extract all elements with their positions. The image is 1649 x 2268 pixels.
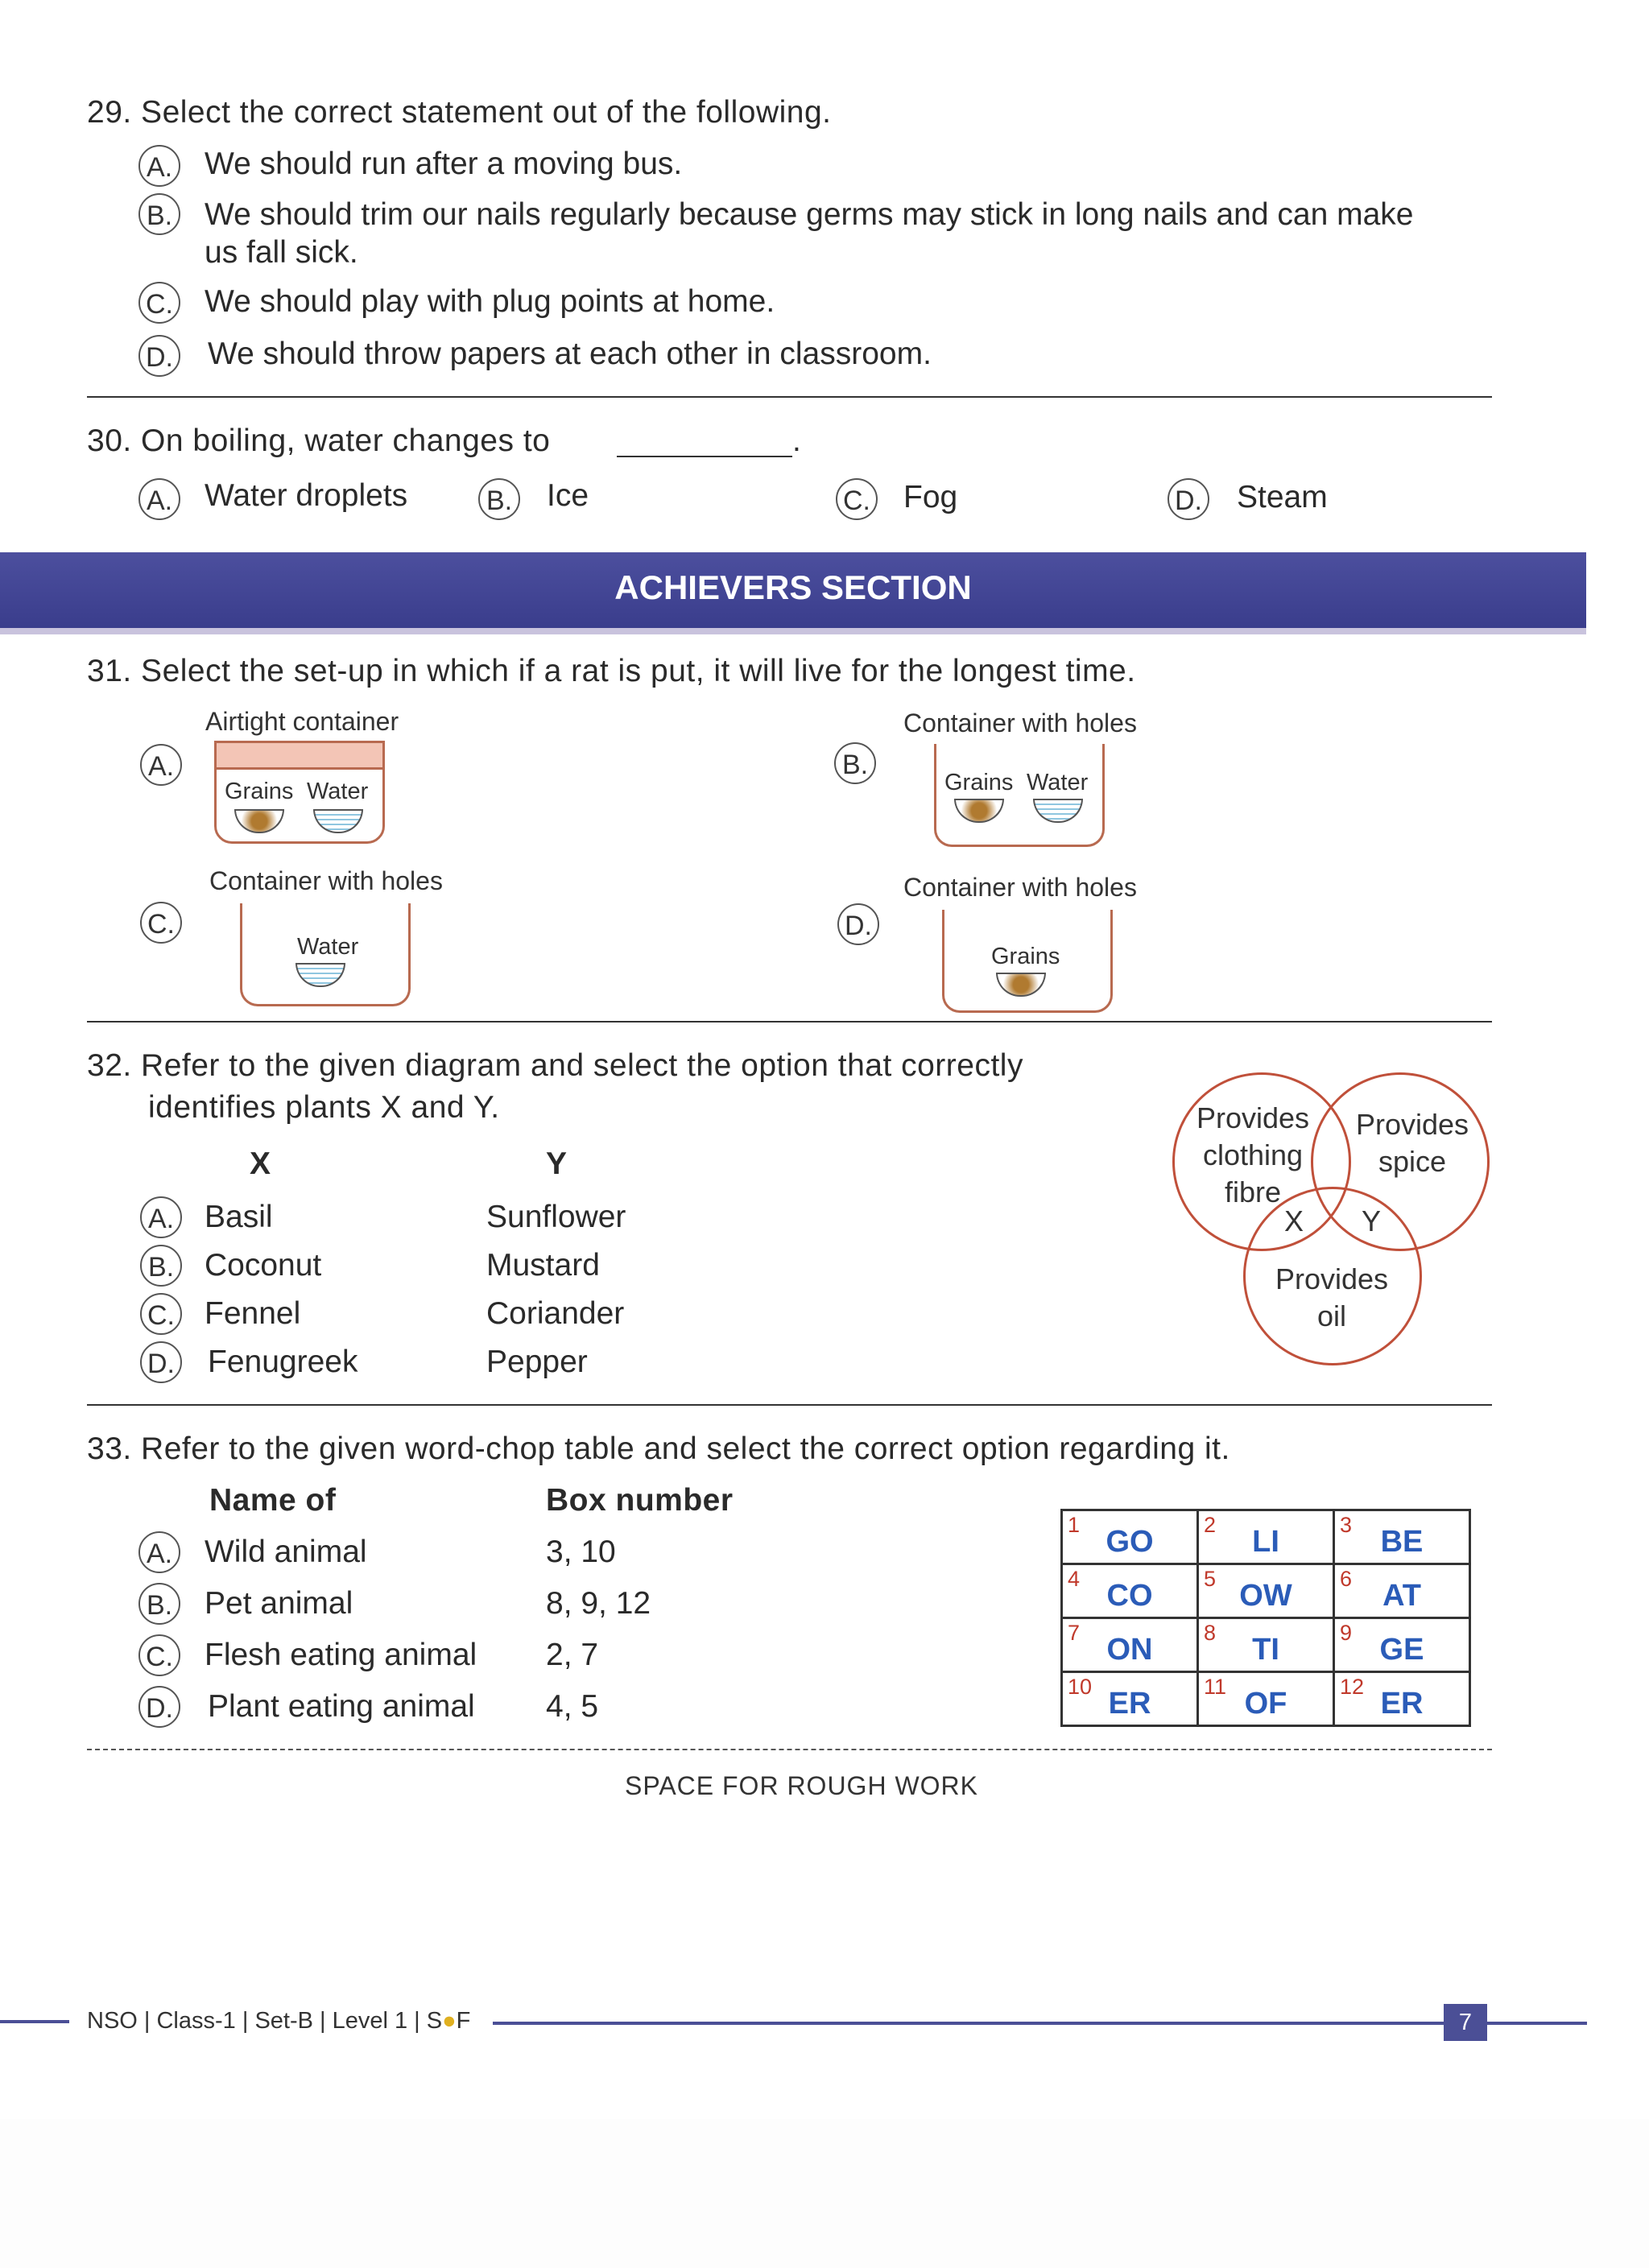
q29-option-c-marker[interactable]: C.	[138, 282, 180, 324]
q29-stem: 29. Select the correct statement out of the following.	[87, 95, 832, 130]
container-lid	[217, 743, 382, 770]
cell-word: BE	[1380, 1525, 1424, 1559]
venn-fibre-label	[1180, 1100, 1325, 1211]
footer-logo-tail: F	[456, 2008, 471, 2034]
section-banner: ACHIEVERS SECTION	[0, 552, 1586, 628]
venn-oil-label	[1259, 1261, 1404, 1335]
q30-option-a-marker[interactable]: A.	[138, 478, 180, 520]
airtight-container	[214, 741, 385, 844]
venn-spice-label	[1340, 1106, 1485, 1180]
word-chop-cell	[1198, 1564, 1334, 1618]
venn-x-label: X	[1283, 1204, 1304, 1237]
cell-number: 7	[1068, 1621, 1081, 1645]
q31-option-d-marker[interactable]: D.	[837, 903, 879, 945]
grains-label: Grains	[991, 944, 1060, 969]
q32-d-x: Fenugreek	[208, 1345, 358, 1379]
q33-option-b-marker[interactable]: B.	[138, 1583, 180, 1625]
venn-oil-line1: Provides	[1275, 1262, 1389, 1295]
grains-label: Grains	[944, 770, 1014, 795]
q33-option-c-marker[interactable]: C.	[138, 1634, 180, 1676]
word-chop-cell	[1198, 1510, 1334, 1564]
q33-col-name: Name of	[209, 1483, 337, 1518]
footer-label: NSO | Class-1 | Set-B | Level 1 | S	[87, 2008, 443, 2034]
q31-stem: 31. Select the set-up in which if a rat is put, it will live for the longest time.	[87, 654, 1136, 688]
q29-option-d-text: We should throw papers at each other in classroom.	[208, 337, 932, 371]
q29-option-b-text: We should trim our nails regularly because germs may stick in long nails and can make	[205, 197, 1414, 232]
cell-word: GO	[1106, 1525, 1154, 1559]
q33-a-name: Wild animal	[205, 1535, 367, 1569]
q32-stem-line2: identifies plants X and Y.	[148, 1090, 500, 1125]
divider	[87, 1021, 1492, 1022]
q32-a-y: Sunflower	[486, 1200, 626, 1234]
q29-option-a-text: We should run after a moving bus.	[205, 147, 683, 181]
q33-b-name: Pet animal	[205, 1586, 353, 1621]
cell-word: LI	[1252, 1525, 1279, 1559]
water-label: Water	[297, 934, 359, 960]
word-chop-cell	[1062, 1564, 1198, 1618]
venn-fibre-line1: Provides	[1196, 1101, 1310, 1134]
q33-a-box: 3, 10	[546, 1535, 616, 1569]
q31-b-caption: Container with holes	[903, 708, 1137, 737]
cell-number: 3	[1340, 1513, 1353, 1537]
cell-number: 2	[1204, 1513, 1217, 1537]
cell-word: ON	[1106, 1633, 1153, 1667]
cell-word: ER	[1108, 1687, 1151, 1721]
q29-option-c-text: We should play with plug points at home.	[205, 284, 775, 319]
water-label: Water	[1027, 770, 1089, 795]
cell-word: TI	[1252, 1633, 1279, 1667]
footer-line-end	[1487, 2022, 1587, 2025]
word-chop-cell	[1334, 1510, 1470, 1564]
venn-spice-line2: spice	[1378, 1145, 1447, 1178]
q31-option-c-marker[interactable]: C.	[140, 902, 182, 944]
cell-word: GE	[1379, 1633, 1424, 1667]
q33-b-box: 8, 9, 12	[546, 1586, 651, 1621]
q30-option-d-text: Steam	[1237, 480, 1328, 514]
q32-col-x: X	[250, 1146, 271, 1181]
q32-option-a-marker[interactable]: A.	[140, 1196, 182, 1238]
cell-word: ER	[1380, 1687, 1424, 1721]
grains-label: Grains	[225, 779, 294, 804]
q33-c-name: Flesh eating animal	[205, 1638, 477, 1672]
q29-option-d-marker[interactable]: D.	[138, 335, 180, 377]
bulb-icon: ●	[442, 2008, 457, 2034]
q30-stem: 30. On boiling, water changes to	[87, 423, 551, 458]
q32-b-y: Mustard	[486, 1248, 600, 1283]
divider	[87, 396, 1492, 398]
footer-line-right	[493, 2022, 1444, 2025]
cell-number: 9	[1340, 1621, 1353, 1645]
cell-word: OW	[1239, 1579, 1292, 1613]
q30-option-b-marker[interactable]: B.	[478, 478, 520, 520]
q33-col-box: Box number	[546, 1483, 734, 1518]
q30-option-c-marker[interactable]: C.	[836, 478, 878, 520]
cell-number: 12	[1340, 1675, 1365, 1699]
water-bowl-icon	[1033, 799, 1083, 823]
q29-option-a-marker[interactable]: A.	[138, 145, 180, 187]
q32-option-c-marker[interactable]: C.	[140, 1293, 182, 1335]
cell-number: 8	[1204, 1621, 1217, 1645]
cell-number: 1	[1068, 1513, 1081, 1537]
q32-c-y: Coriander	[486, 1296, 625, 1331]
grains-bowl-icon	[954, 799, 1004, 823]
cell-word: OF	[1244, 1687, 1287, 1721]
divider	[87, 1404, 1492, 1406]
cell-word: AT	[1382, 1579, 1421, 1613]
word-chop-cell	[1062, 1618, 1198, 1672]
q30-blank	[617, 456, 792, 457]
cell-word: CO	[1106, 1579, 1153, 1613]
q31-option-a-marker[interactable]: A.	[140, 744, 182, 786]
word-chop-cell	[1062, 1510, 1198, 1564]
q32-d-y: Pepper	[486, 1345, 588, 1379]
q33-d-box: 4, 5	[546, 1689, 599, 1724]
q32-option-d-marker[interactable]: D.	[140, 1341, 182, 1383]
cell-number: 4	[1068, 1567, 1081, 1591]
q30-option-d-marker[interactable]: D.	[1168, 478, 1209, 520]
container-with-holes-d	[942, 910, 1113, 1013]
q32-stem-line1: 32. Refer to the given diagram and select the option that correctly	[87, 1048, 1023, 1083]
q32-option-b-marker[interactable]: B.	[140, 1245, 182, 1287]
q30-option-c-text: Fog	[903, 480, 958, 514]
q33-stem: 33. Refer to the given word-chop table and select the correct option regarding it.	[87, 1431, 1230, 1466]
word-chop-table	[1060, 1509, 1471, 1727]
q31-c-caption: Container with holes	[209, 866, 443, 895]
q33-c-box: 2, 7	[546, 1638, 599, 1672]
q30-option-b-text: Ice	[547, 478, 589, 513]
q30-blank-tail: .	[792, 423, 802, 458]
cell-number: 5	[1204, 1567, 1217, 1591]
word-chop-cell	[1198, 1672, 1334, 1726]
container-with-holes-b	[934, 744, 1105, 847]
cell-number: 6	[1340, 1567, 1353, 1591]
word-chop-cell	[1062, 1672, 1198, 1726]
word-chop-cell	[1334, 1618, 1470, 1672]
q33-d-name: Plant eating animal	[208, 1689, 475, 1724]
q31-a-caption: Airtight container	[205, 707, 399, 736]
cell-number: 10	[1068, 1675, 1093, 1699]
water-bowl-icon	[295, 963, 345, 987]
q30-option-a-text: Water droplets	[205, 478, 408, 513]
rough-work-label: SPACE FOR ROUGH WORK	[625, 1771, 978, 1800]
grains-bowl-icon	[234, 809, 284, 833]
q29-option-b-marker[interactable]: B.	[138, 193, 180, 235]
water-label: Water	[307, 779, 369, 804]
page-number: 7	[1444, 2004, 1487, 2041]
q31-option-b-marker[interactable]: B.	[834, 742, 876, 784]
footer-text	[87, 2008, 470, 2035]
page-edge-shadow	[0, 2119, 1649, 2268]
q29-option-b-text-cont: us fall sick.	[205, 235, 358, 270]
q33-option-a-marker[interactable]: A.	[138, 1531, 180, 1573]
venn-spice-line1: Provides	[1355, 1108, 1469, 1141]
venn-y-label: Y	[1361, 1204, 1381, 1237]
rough-work-divider	[87, 1749, 1492, 1750]
q32-a-x: Basil	[205, 1200, 273, 1234]
q32-col-y: Y	[546, 1146, 568, 1181]
word-chop-cell	[1334, 1672, 1470, 1726]
venn-fibre-line2: clothing	[1202, 1138, 1304, 1171]
banner-shadow	[0, 628, 1586, 634]
grains-bowl-icon	[996, 973, 1046, 997]
footer-line-left	[0, 2020, 69, 2023]
q31-d-caption: Container with holes	[903, 873, 1137, 902]
venn-fibre-line3: fibre	[1224, 1175, 1282, 1208]
venn-oil-line2: oil	[1316, 1299, 1347, 1332]
q32-b-x: Coconut	[205, 1248, 322, 1283]
container-with-holes-c	[240, 903, 411, 1006]
q33-option-d-marker[interactable]: D.	[138, 1686, 180, 1728]
word-chop-cell	[1334, 1564, 1470, 1618]
water-bowl-icon	[313, 809, 363, 833]
q32-c-x: Fennel	[205, 1296, 301, 1331]
cell-number: 11	[1204, 1675, 1227, 1699]
word-chop-cell	[1198, 1618, 1334, 1672]
